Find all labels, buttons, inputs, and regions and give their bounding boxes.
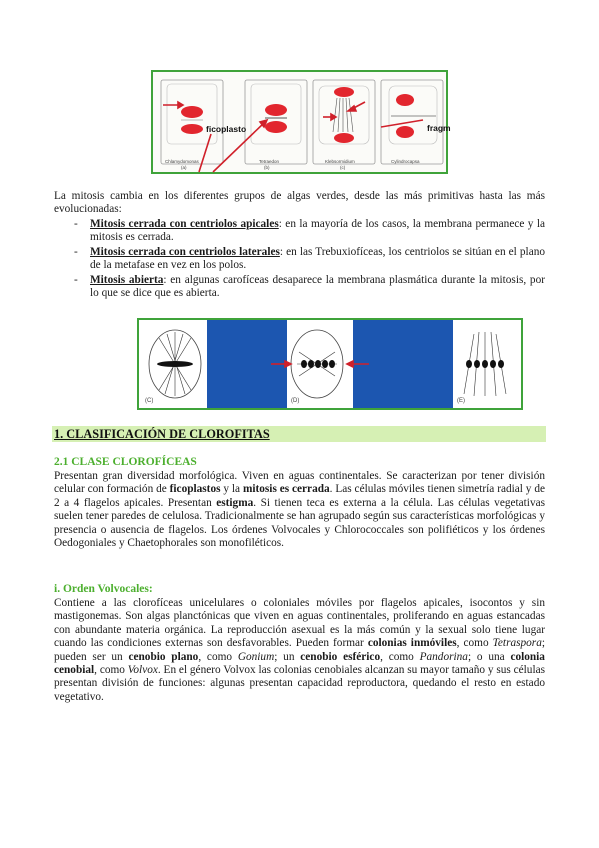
bold-term: mitosis es cerrada (242, 483, 330, 496)
mitosis-phycoplast-figure (151, 70, 451, 174)
bold-term: cenobio plano (128, 650, 199, 663)
panel-label-c: (C) (145, 398, 154, 404)
italic-genus: Pandorina (419, 650, 468, 663)
text-run: , como (380, 650, 420, 663)
italic-genus: Tetraspora (492, 637, 542, 650)
bullet-term: Mitosis cerrada con centriolos apicales (90, 218, 279, 230)
mitosis-types-list (54, 218, 545, 301)
text-run: Contiene a las clorofíceas unicelulares o coloniales móviles por flagelos apicales, isocontos y sin mastigonemas. Son algas planctónicas que viven en aguas continentales, proliferando en aguas estancadas con abundante materia orgánica. La reproducción asexual es la más común y la sexual solo tiene lugar cuando las condiciones externas son desfavorables. Pueden formar (54, 597, 545, 650)
bold-term: colonia cenobial (54, 650, 545, 677)
bold-term: colonias inmóviles (367, 637, 457, 650)
text-run: , como (198, 650, 238, 663)
text-run: . Las células móviles tienen simetría radial y de 2 a 4 flagelos apicales. Presentan (54, 483, 545, 509)
panel-sublabel-a: (a) (181, 165, 187, 170)
bullet-text: : en las Trebuxiofíceas, los centriolos se sitúan en el plano de la metafase en vez en los polos. (90, 245, 546, 272)
volvocales-paragraph (54, 597, 545, 704)
panel-caption-d: Cylindrocapsa (391, 159, 420, 164)
bold-term: ficoplastos (169, 483, 221, 496)
list-item (54, 274, 545, 301)
phycoplast-diagram (153, 72, 446, 172)
panel-sublabel-b: (b) (264, 165, 270, 170)
text-run: . En el género Volvox las colonias cenobiales alcanzan su mayor tamaño y sus células presentan división de funciones: algunas presentan capacidad reproductora, quedando el resto en estado vegetativo. (54, 664, 545, 703)
panel-caption-c: Klebsormidium (325, 159, 355, 164)
order-heading: i. Orden Volvocales: (54, 583, 153, 595)
text-run: ; pueden ser un (54, 637, 545, 663)
panel-caption-a: Chlamydomonas (165, 159, 199, 164)
bullet-term: Mitosis abierta (90, 273, 164, 286)
text-run: , como (94, 664, 128, 677)
panel-label-d: (D) (291, 398, 300, 404)
mitosis-centriole-figure (137, 318, 523, 410)
bullet-text: : en algunas carofíceas desaparece la membrana plasmática durante la mitosis, por lo que se dice que es abierta. (90, 273, 545, 300)
chlorophyceae-paragraph (54, 470, 545, 550)
panel-sublabel-c: (c) (340, 165, 346, 170)
text-run: , como (456, 637, 493, 650)
panel-caption-b: Tetraedon (259, 159, 280, 164)
text-run: y la (220, 483, 243, 496)
section-title: 1. CLASIFICACIÓN DE CLOROFITAS (54, 427, 270, 441)
list-item (54, 218, 545, 245)
bold-term: cenobio esférico (300, 650, 381, 663)
fragmoplast-label: fragm (427, 123, 451, 133)
panel-label-e: (E) (457, 398, 465, 404)
section-heading (52, 426, 546, 442)
italic-genus: Gonium (237, 650, 275, 663)
bullet-dash: - (74, 273, 78, 286)
list-item (54, 246, 545, 273)
text-run: ; o una (467, 650, 511, 663)
phycoplast-label: ficoplasto (206, 124, 247, 134)
bullet-dash: - (74, 218, 78, 230)
italic-genus: Volvox (127, 664, 158, 677)
intro-paragraph: La mitosis cambia en los diferentes grupos de algas verdes, desde las más primitivas hasta las más evolucionadas: (54, 190, 545, 216)
text-run: ; un (274, 650, 301, 663)
bullet-dash: - (74, 245, 78, 258)
bullet-text: : en la mayoría de los casos, la membrana permanece y la mitosis es cerrada. (90, 218, 545, 244)
bold-term: estigma (216, 496, 254, 509)
bullet-term: Mitosis cerrada con centriolos laterales (90, 245, 280, 258)
centriole-diagram (139, 320, 521, 408)
text-run: Presentan gran diversidad morfológica. Viven en aguas continentales. Se caracterizan por tener división celular con formación de (54, 470, 545, 496)
text-run: . Si tienen teca es externa a la célula. Las células vegetativas suelen tener paredes de celulosa. Tradicionalmente se han agrupado según sus características morfológicas y presencia o ausencia de flagelos. Los órdenes Volvocales y Chlorococcales son polifiéticos y los órdenes Oedogoniales y Chaetophorales son monofiléticos. (54, 496, 545, 550)
subsection-heading: 2.1 CLASE CLOROFÍCEAS (54, 456, 197, 468)
